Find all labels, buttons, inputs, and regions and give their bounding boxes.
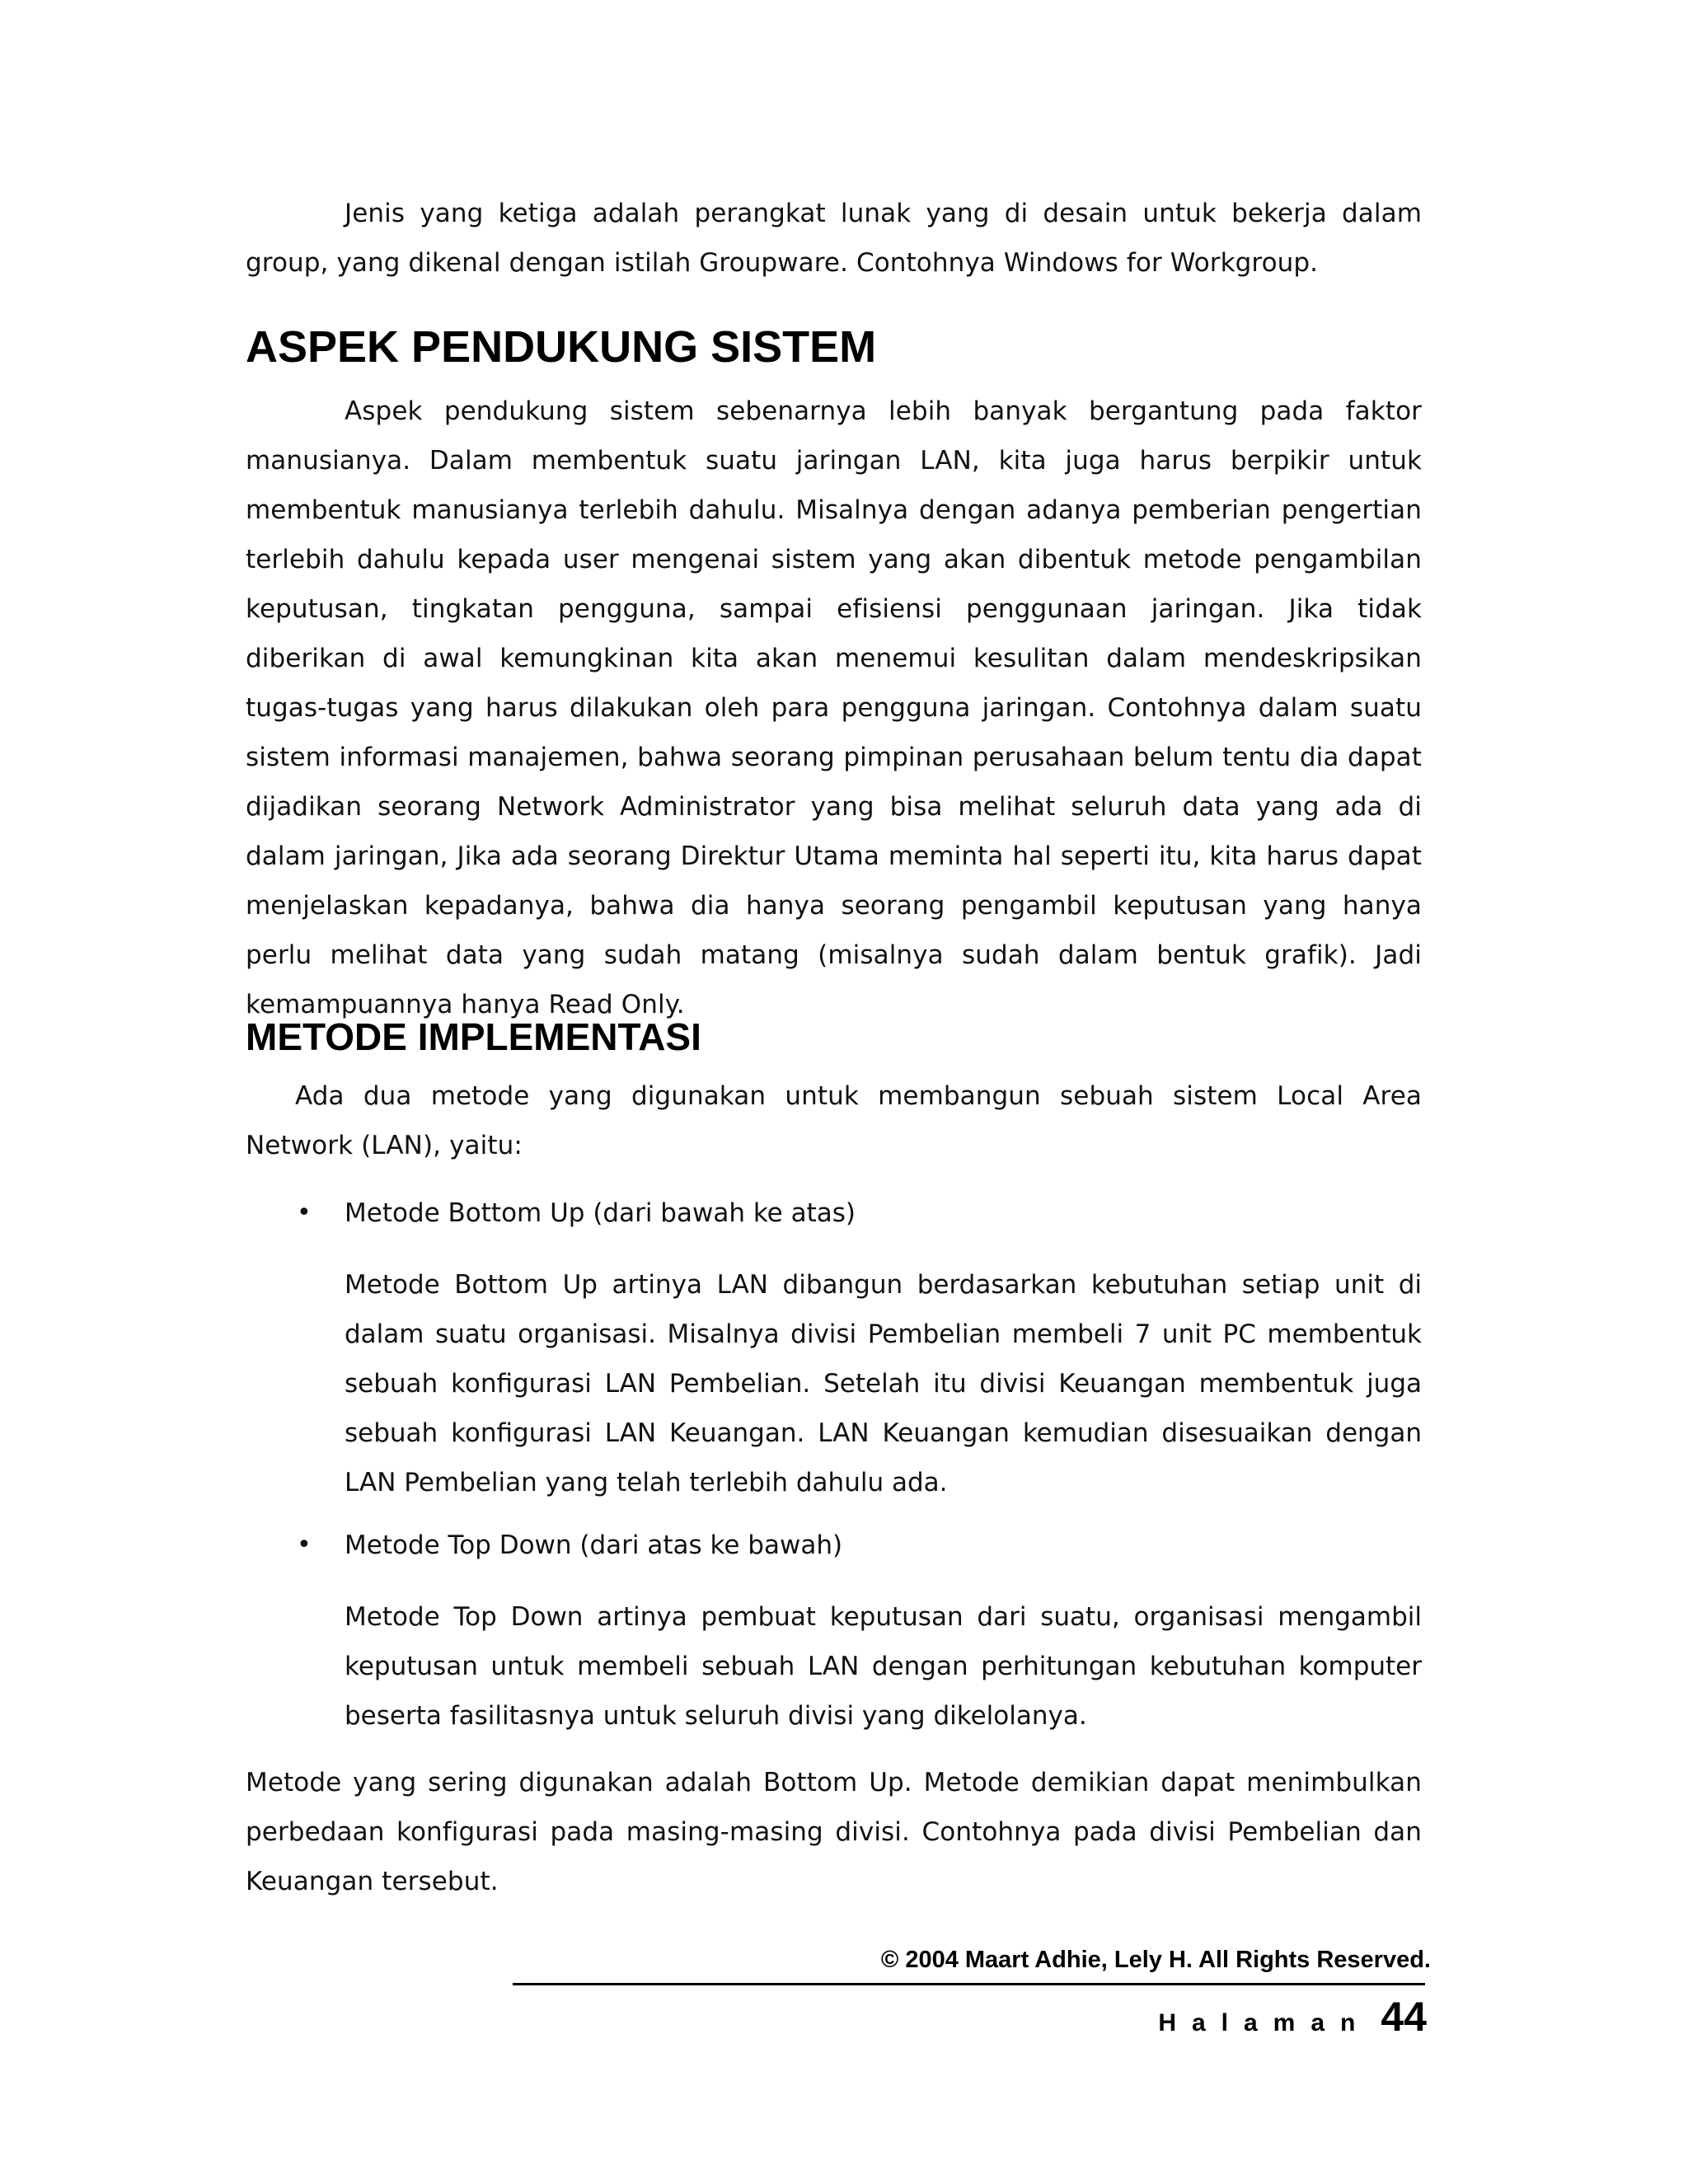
aspek-paragraph: Aspek pendukung sistem sebenarnya lebih banyak bergantung pada faktor manusianya. Dalam membentuk suatu jaringan LAN, kita juga harus berpikir untuk membentuk manusianya terlebih dahulu. Misalnya dengan adanya pemberian pengertian terlebih dahulu kepada user mengenai sistem yang akan dibentuk metode pengambilan keputusan, tingkatan pengguna, sampai efisiensi penggunaan jaringan. Jika tidak diberikan di awal kemungkinan kita akan menemui kesulitan dalam mendeskripsikan tugas-tugas yang harus dilakukan oleh para pengguna jaringan. Contohnya dalam suatu sistem informasi manajemen, bahwa seorang pimpinan perusahaan belum tentu dia dapat dijadikan seorang Network Administrator yang bisa melihat seluruh data yang ada di dalam jaringan, Jika ada seorang Direktur Utama meminta hal seperti itu, kita harus dapat menjelaskan kepadanya, bahwa dia hanya seorang pengambil keputusan yang hanya perlu melihat data yang sudah matang (misalnya sudah dalam bentuk grafik). Jadi kemampuannya hanya Read Only. bbox=[246, 396, 1422, 1019]
footer-page-indicator bbox=[1158, 1993, 1427, 2042]
bullet-icon: • bbox=[297, 1530, 312, 1559]
bullet-title: Metode Bottom Up (dari bawah ke atas) bbox=[345, 1198, 856, 1228]
metode-intro-paragraph: Ada dua metode yang digunakan untuk membangun sebuah sistem Local Area Network (LAN), yaitu: bbox=[246, 1081, 1422, 1160]
section-heading-aspek: ASPEK PENDUKUNG SISTEM bbox=[246, 322, 877, 372]
bullet-description-top-down: Metode Top Down artinya pembuat keputusan dari suatu, organisasi mengambil keputusan untuk membeli sebuah LAN dengan perhitungan kebutuhan komputer beserta fasilitasnya untuk seluruh divisi yang dikelolanya. bbox=[345, 1602, 1422, 1731]
bullet-title: Metode Top Down (dari atas ke bawah) bbox=[345, 1530, 843, 1560]
bullet-description-bottom-up: Metode Bottom Up artinya LAN dibangun berdasarkan kebutuhan setiap unit di dalam suatu organisasi. Misalnya divisi Pembelian membeli 7 unit PC membentuk sebuah konfigurasi LAN Pembelian. Setelah itu divisi Keuangan membentuk juga sebuah konfigurasi LAN Keuangan. LAN Keuangan kemudian disesuaikan dengan LAN Pembelian yang telah terlebih dahulu ada. bbox=[345, 1270, 1422, 1497]
page-label: Halaman bbox=[1158, 2009, 1372, 2036]
page-number: 44 bbox=[1381, 1994, 1427, 2040]
footer-copyright: © 2004 Maart Adhie, Lely H. All Rights Reserved. bbox=[880, 1947, 1431, 1973]
bullet-icon: • bbox=[297, 1198, 312, 1227]
bullet-item-bottom-up bbox=[246, 1188, 1422, 1238]
section-heading-metode: METODE IMPLEMENTASI bbox=[246, 1015, 701, 1058]
footer-divider bbox=[513, 1983, 1425, 1985]
bullet-item-top-down bbox=[246, 1521, 1422, 1570]
metode-closing-paragraph: Metode yang sering digunakan adalah Bottom Up. Metode demikian dapat menimbulkan perbedaan konfigurasi pada masing-masing divisi. Contohnya pada divisi Pembelian dan Keuangan tersebut. bbox=[246, 1768, 1422, 1896]
intro-paragraph: Jenis yang ketiga adalah perangkat lunak yang di desain untuk bekerja dalam group, yang dikenal dengan istilah Groupware. Contohnya Windows for Workgroup. bbox=[246, 199, 1422, 278]
